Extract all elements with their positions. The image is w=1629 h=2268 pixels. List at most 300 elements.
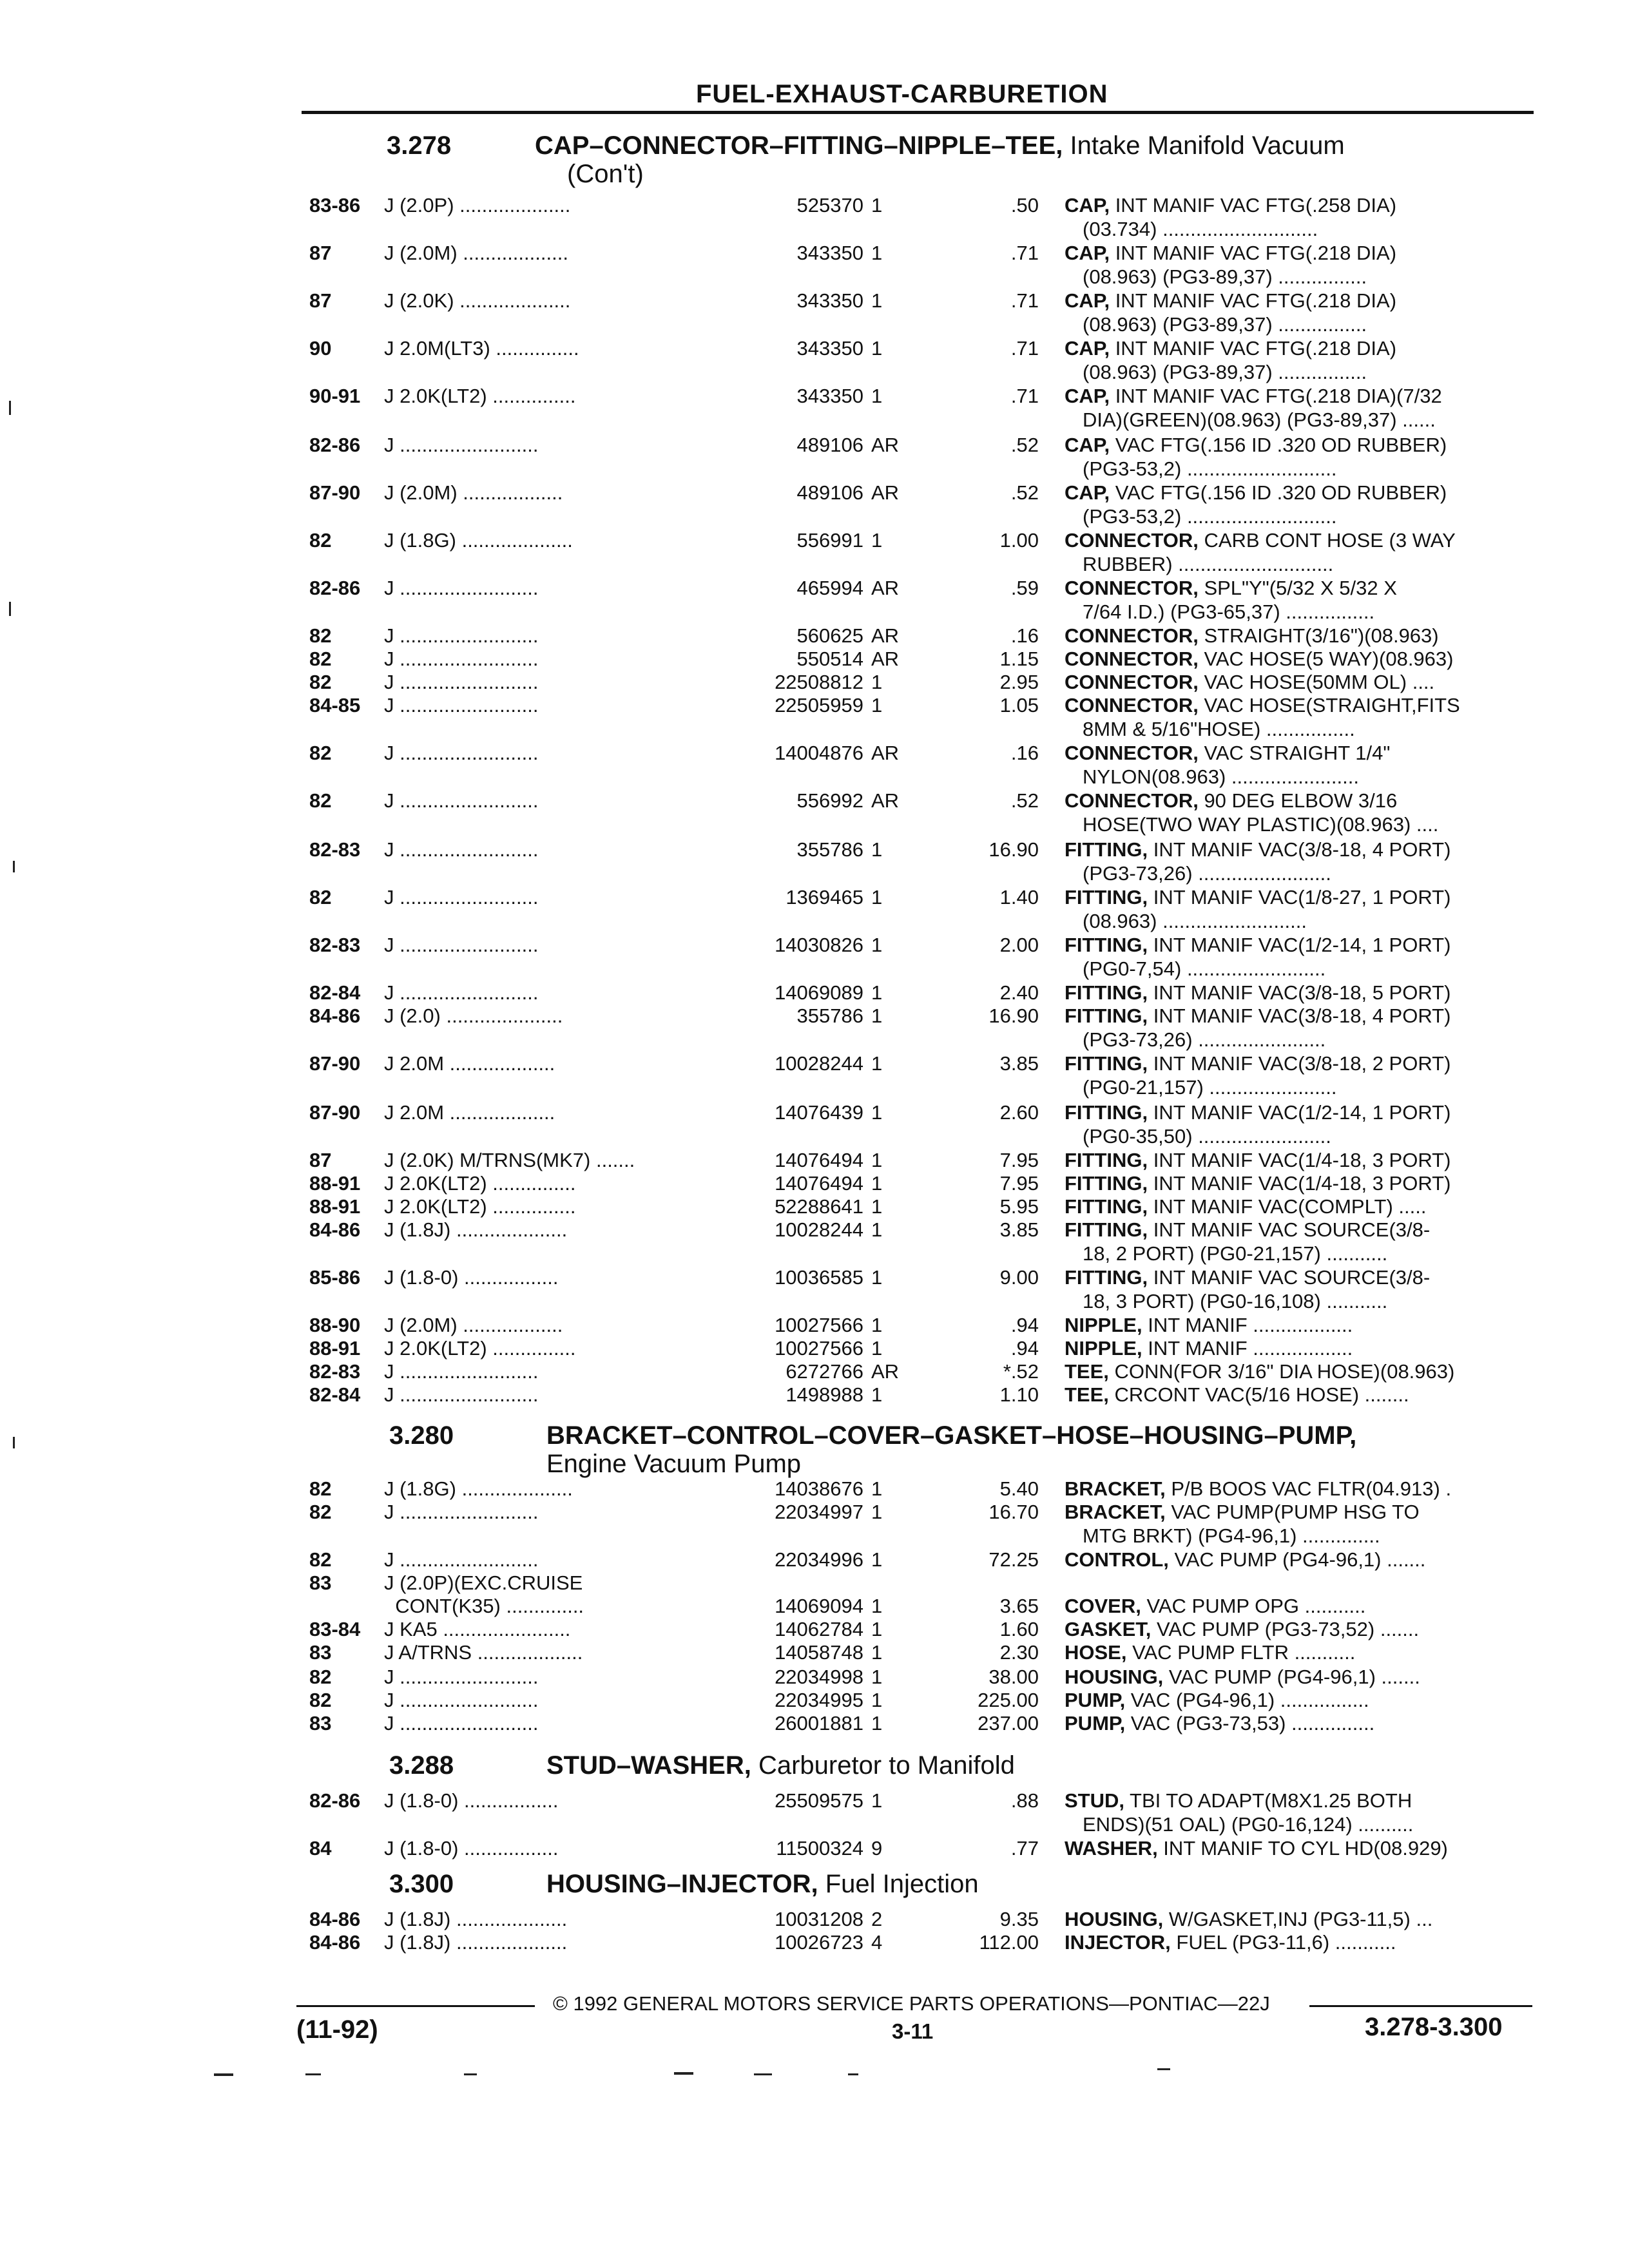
- part-name: BRACKET,: [1065, 1477, 1166, 1500]
- description-text: INT MANIF VAC(COMPLT) .....: [1148, 1195, 1427, 1218]
- description-text: INT MANIF VAC FTG(.218 DIA): [1110, 289, 1397, 312]
- description-text: VAC PUMP FLTR ...........: [1126, 1641, 1356, 1664]
- part-name: CAP,: [1065, 434, 1110, 456]
- scan-mark: [674, 2072, 693, 2075]
- part-number: 25509575: [775, 1789, 863, 1812]
- quantity: 1: [871, 1052, 883, 1075]
- part-name: NIPPLE,: [1065, 1337, 1142, 1360]
- part-number: 14076494: [775, 1172, 863, 1195]
- parts-row: [0, 1930, 1629, 1978]
- section-continued: (Con't): [567, 160, 644, 188]
- model-year: 82: [309, 1548, 332, 1571]
- model-year: 88-91: [309, 1337, 361, 1360]
- part-number: 14076494: [775, 1149, 863, 1171]
- quantity: 1: [871, 1712, 883, 1735]
- part-name: CONNECTOR,: [1065, 789, 1199, 812]
- model-code: J (2.0P)(EXC.CRUISE: [384, 1571, 583, 1594]
- quantity: AR: [871, 789, 900, 812]
- model-year: 82-86: [309, 577, 361, 599]
- part-name: TEE,: [1065, 1383, 1109, 1406]
- price: 2.60: [999, 1101, 1039, 1124]
- description: [1065, 481, 1535, 505]
- parts-row: [0, 1052, 1629, 1099]
- quantity: 1: [871, 1548, 883, 1571]
- section-title-main: BRACKET–CONTROL–COVER–GASKET–HOSE–HOUSING–PUMP,: [546, 1421, 1357, 1450]
- model-year: 87: [309, 1149, 332, 1171]
- header-rule: [302, 111, 1534, 114]
- price: .71: [1010, 289, 1039, 312]
- price: 1.60: [999, 1618, 1039, 1640]
- part-number: 556992: [796, 789, 863, 812]
- footer-rule-left: [296, 2005, 535, 2007]
- part-number: 550514: [796, 648, 863, 670]
- model-year: 84-86: [309, 1908, 361, 1930]
- price: 2.30: [999, 1641, 1039, 1664]
- model-year: 84-86: [309, 1004, 361, 1027]
- description-continuation: (08.963) ..........................: [1083, 910, 1307, 932]
- quantity: AR: [871, 481, 900, 504]
- description: [1065, 693, 1535, 717]
- parts-row: [0, 1265, 1629, 1313]
- part-number: 1369465: [786, 886, 863, 908]
- description-text: INT MANIF VAC(3/8-18, 4 PORT): [1148, 838, 1451, 861]
- part-name: CONNECTOR,: [1065, 648, 1199, 670]
- parts-row: [0, 838, 1629, 885]
- description-continuation: (PG3-53,2) ...........................: [1083, 505, 1337, 528]
- parts-row: [0, 1711, 1629, 1759]
- model-code: J (2.0M) ..................: [384, 481, 563, 504]
- part-name: CONNECTOR,: [1065, 577, 1199, 599]
- model-code: J 2.0K(LT2) ...............: [384, 1337, 576, 1360]
- model-year: 87-90: [309, 1052, 361, 1075]
- price: *.52: [1003, 1360, 1039, 1383]
- model-code: J (2.0M) ...................: [384, 242, 568, 264]
- model-code: J 2.0M(LT3) ...............: [384, 337, 579, 360]
- price: 7.95: [999, 1172, 1039, 1195]
- model-code: J .........................: [384, 434, 539, 456]
- model-year: 90: [309, 337, 332, 360]
- description-text: VAC HOSE(STRAIGHT,FITS: [1198, 694, 1460, 716]
- description: [1065, 1313, 1535, 1337]
- price: 2.95: [999, 671, 1039, 693]
- description-text: CRCONT VAC(5/16 HOSE) ........: [1108, 1383, 1409, 1406]
- price: 1.40: [999, 886, 1039, 908]
- model-year: 82-84: [309, 1383, 361, 1406]
- description-continuation: (PG0-7,54) .........................: [1083, 957, 1326, 980]
- model-year: 84-86: [309, 1931, 361, 1954]
- part-name: CAP,: [1065, 289, 1110, 312]
- price: .16: [1010, 624, 1039, 647]
- quantity: 1: [871, 1195, 883, 1218]
- model-code: CONT(K35) ..............: [384, 1595, 584, 1617]
- description: [1065, 1195, 1535, 1218]
- part-number: 22508812: [775, 671, 863, 693]
- part-number: 10028244: [775, 1052, 863, 1075]
- price: .50: [1010, 194, 1039, 216]
- price: 225.00: [978, 1689, 1039, 1711]
- price: 1.05: [999, 694, 1039, 716]
- description: [1065, 1617, 1535, 1641]
- model-code: J .........................: [384, 981, 539, 1004]
- model-code: J .........................: [384, 577, 539, 599]
- description-continuation: 7/64 I.D.) (PG3-65,37) ................: [1083, 601, 1375, 623]
- description: [1065, 741, 1535, 765]
- description-continuation: MTG BRKT) (PG4-96,1) ..............: [1083, 1524, 1380, 1547]
- part-number: 10027566: [775, 1314, 863, 1336]
- scan-mark: [754, 2073, 772, 2075]
- model-code: J .........................: [384, 648, 539, 670]
- model-year: 87: [309, 289, 332, 312]
- quantity: 1: [871, 1101, 883, 1124]
- model-year: 88-91: [309, 1195, 361, 1218]
- description-text: FUEL (PG3-11,6) ...........: [1170, 1931, 1396, 1954]
- description-continuation: (PG3-73,26) .......................: [1083, 1028, 1326, 1051]
- quantity: 1: [871, 1689, 883, 1711]
- part-number: 1498988: [786, 1383, 863, 1406]
- model-code: J .........................: [384, 694, 539, 716]
- section-title-main: CAP–CONNECTOR–FITTING–NIPPLE–TEE,: [535, 131, 1063, 160]
- model-year: 83: [309, 1641, 332, 1664]
- model-code: J 2.0M ...................: [384, 1101, 555, 1124]
- part-name: HOUSING,: [1065, 1666, 1164, 1688]
- part-number: 10031208: [775, 1908, 863, 1930]
- description: [1065, 289, 1535, 312]
- part-name: WASHER,: [1065, 1837, 1158, 1860]
- description: [1065, 384, 1535, 408]
- parts-row: [0, 1383, 1629, 1430]
- quantity: 1: [871, 671, 883, 693]
- model-code: J .........................: [384, 671, 539, 693]
- parts-row: [0, 741, 1629, 789]
- part-name: FITTING,: [1065, 934, 1148, 956]
- model-code: J .........................: [384, 886, 539, 908]
- price: 38.00: [988, 1666, 1039, 1688]
- description-continuation: HOSE(TWO WAY PLASTIC)(08.963) ....: [1083, 813, 1439, 836]
- part-number: 14062784: [775, 1618, 863, 1640]
- description: [1065, 1688, 1535, 1712]
- description-text: INT MANIF VAC(1/4-18, 3 PORT): [1148, 1172, 1451, 1195]
- model-year: 82: [309, 648, 332, 670]
- description: [1065, 670, 1535, 694]
- model-code: J (1.8G) ....................: [384, 529, 573, 552]
- description: [1065, 1500, 1535, 1524]
- quantity: 1: [871, 385, 883, 407]
- part-number: 22034996: [775, 1548, 863, 1571]
- part-name: FITTING,: [1065, 1004, 1148, 1027]
- description: [1065, 433, 1535, 457]
- quantity: 1: [871, 1666, 883, 1688]
- description: [1065, 1383, 1535, 1407]
- model-year: 82-83: [309, 1360, 361, 1383]
- section-subtitle: Intake Manifold Vacuum: [1070, 131, 1345, 160]
- description: [1065, 1171, 1535, 1195]
- model-year: 82-83: [309, 838, 361, 861]
- scan-mark: [464, 2073, 477, 2075]
- model-year: 83: [309, 1712, 332, 1735]
- part-number: 22505959: [775, 694, 863, 716]
- description-text: VAC PUMP (PG4-96,1) .......: [1163, 1666, 1420, 1688]
- price: .52: [1010, 481, 1039, 504]
- part-number: 489106: [796, 481, 863, 504]
- quantity: 1: [871, 1618, 883, 1640]
- part-number: 525370: [796, 194, 863, 216]
- description: [1065, 1218, 1535, 1242]
- description-text: INT MANIF TO CYL HD(08.929): [1157, 1837, 1448, 1860]
- model-code: J (2.0P) ....................: [384, 194, 571, 216]
- description-text: INT MANIF VAC(1/2-14, 1 PORT): [1148, 1101, 1451, 1124]
- description-continuation: (PG3-73,26) ........................: [1083, 862, 1331, 885]
- quantity: 1: [871, 1383, 883, 1406]
- model-code: J (1.8J) ....................: [384, 1908, 568, 1930]
- part-number: 52288641: [775, 1195, 863, 1218]
- part-name: TEE,: [1065, 1360, 1109, 1383]
- quantity: 1: [871, 1477, 883, 1500]
- model-year: 87: [309, 242, 332, 264]
- description-text: VAC FTG(.156 ID .320 OD RUBBER): [1110, 481, 1447, 504]
- part-number: 355786: [796, 838, 863, 861]
- description: [1065, 789, 1535, 812]
- quantity: 1: [871, 1218, 883, 1241]
- part-name: PUMP,: [1065, 1689, 1126, 1711]
- part-name: HOUSING,: [1065, 1908, 1164, 1930]
- price: 3.85: [999, 1218, 1039, 1241]
- description-text: VAC PUMP (PG3-73,52) .......: [1151, 1618, 1420, 1640]
- price: .94: [1010, 1314, 1039, 1336]
- quantity: 1: [871, 1266, 883, 1289]
- model-year: 87-90: [309, 1101, 361, 1124]
- price: 2.00: [999, 934, 1039, 956]
- parts-row: [0, 528, 1629, 576]
- part-number: 556991: [796, 529, 863, 552]
- price: 1.10: [999, 1383, 1039, 1406]
- description-continuation: (08.963) (PG3-89,37) ................: [1083, 313, 1367, 336]
- description: [1065, 193, 1535, 217]
- part-number: 343350: [796, 242, 863, 264]
- description-text: CARB CONT HOSE (3 WAY: [1198, 529, 1456, 552]
- part-number: 14038676: [775, 1477, 863, 1500]
- model-year: 82: [309, 624, 332, 647]
- quantity: 1: [871, 194, 883, 216]
- part-number: 560625: [796, 624, 863, 647]
- quantity: AR: [871, 742, 900, 764]
- description-text: VAC HOSE(50MM OL) ....: [1198, 671, 1435, 693]
- description: [1065, 981, 1535, 1004]
- part-name: CAP,: [1065, 242, 1110, 264]
- price: 7.95: [999, 1149, 1039, 1171]
- model-code: J (1.8-0) .................: [384, 1789, 559, 1812]
- model-year: 82-84: [309, 981, 361, 1004]
- model-year: 82: [309, 742, 332, 764]
- section-title-main: STUD–WASHER,: [546, 1751, 751, 1780]
- quantity: 1: [871, 838, 883, 861]
- part-name: FITTING,: [1065, 1266, 1148, 1289]
- price: .16: [1010, 742, 1039, 764]
- section-subtitle: Fuel Injection: [825, 1870, 979, 1898]
- price: 2.40: [999, 981, 1039, 1004]
- description-text: VAC (PG4-96,1) ................: [1125, 1689, 1369, 1711]
- model-code: J 2.0K(LT2) ...............: [384, 385, 576, 407]
- model-code: J 2.0M ...................: [384, 1052, 555, 1075]
- quantity: 1: [871, 1789, 883, 1812]
- model-code: J .........................: [384, 1712, 539, 1735]
- description: [1065, 1360, 1535, 1383]
- parts-row: [0, 1836, 1629, 1884]
- parts-row: [0, 433, 1629, 481]
- quantity: AR: [871, 1360, 900, 1383]
- description: [1065, 1930, 1535, 1954]
- parts-row: [0, 1218, 1629, 1265]
- description-text: TBI TO ADAPT(M8X1.25 BOTH: [1124, 1789, 1412, 1812]
- model-code: J .........................: [384, 742, 539, 764]
- model-code: J .........................: [384, 1666, 539, 1688]
- part-number: 10028244: [775, 1218, 863, 1241]
- description-continuation: (03.734) ............................: [1083, 218, 1318, 240]
- price: 5.40: [999, 1477, 1039, 1500]
- price: 5.95: [999, 1195, 1039, 1218]
- quantity: 1: [871, 289, 883, 312]
- part-name: CONNECTOR,: [1065, 624, 1199, 647]
- model-code: J A/TRNS ...................: [384, 1641, 583, 1664]
- model-year: 88-90: [309, 1314, 361, 1336]
- description: [1065, 624, 1535, 648]
- model-code: J (2.0K) M/TRNS(MK7) .......: [384, 1149, 635, 1171]
- section-number: 3.300: [389, 1870, 454, 1898]
- part-name: NIPPLE,: [1065, 1314, 1142, 1336]
- footer-copyright: © 1992 GENERAL MOTORS SERVICE PARTS OPERATIONS—PONTIAC—22J: [553, 1992, 1270, 2015]
- model-code: J 2.0K(LT2) ...............: [384, 1172, 576, 1195]
- description: [1065, 1907, 1535, 1931]
- quantity: 1: [871, 981, 883, 1004]
- description-continuation: NYLON(08.963) .......................: [1083, 765, 1359, 788]
- model-code: J .........................: [384, 624, 539, 647]
- description: [1065, 1100, 1535, 1124]
- model-year: 82: [309, 886, 332, 908]
- price: 3.65: [999, 1595, 1039, 1617]
- part-number: 343350: [796, 337, 863, 360]
- model-year: 82: [309, 789, 332, 812]
- price: 16.90: [988, 838, 1039, 861]
- model-year: 82-83: [309, 934, 361, 956]
- model-code: J (1.8-0) .................: [384, 1837, 559, 1860]
- description-continuation: (08.963) (PG3-89,37) ................: [1083, 265, 1367, 288]
- description: [1065, 576, 1535, 600]
- description-text: INT MANIF VAC FTG(.218 DIA)(7/32: [1110, 385, 1442, 407]
- footer-date: (11-92): [296, 2015, 378, 2044]
- price: 72.25: [988, 1548, 1039, 1571]
- part-name: CAP,: [1065, 385, 1110, 407]
- price: 16.90: [988, 1004, 1039, 1027]
- scan-mark: [214, 2073, 233, 2076]
- model-year: 88-91: [309, 1172, 361, 1195]
- part-number: 14004876: [775, 742, 863, 764]
- part-name: FITTING,: [1065, 981, 1148, 1004]
- part-number: 10036585: [775, 1266, 863, 1289]
- scan-mark: [305, 2073, 321, 2075]
- description: [1065, 647, 1535, 671]
- parts-row: [0, 576, 1629, 624]
- scan-mark: [13, 1437, 15, 1448]
- description-continuation: (08.963) (PG3-89,37) ................: [1083, 361, 1367, 383]
- model-year: 82-86: [309, 1789, 361, 1812]
- description-continuation: 8MM & 5/16"HOSE) ................: [1083, 718, 1355, 740]
- part-name: CAP,: [1065, 481, 1110, 504]
- description-text: INT MANIF ..................: [1142, 1314, 1353, 1336]
- quantity: 1: [871, 1149, 883, 1171]
- part-name: FITTING,: [1065, 886, 1148, 908]
- description: [1065, 241, 1535, 265]
- quantity: 1: [871, 1501, 883, 1523]
- description-continuation: RUBBER) ............................: [1083, 553, 1334, 575]
- price: .71: [1010, 385, 1039, 407]
- model-code: J .........................: [384, 1501, 539, 1523]
- parts-row: [0, 1004, 1629, 1052]
- part-name: GASKET,: [1065, 1618, 1152, 1640]
- quantity: 2: [871, 1908, 883, 1930]
- description-continuation: 18, 3 PORT) (PG0-16,108) ...........: [1083, 1290, 1388, 1312]
- price: 9.35: [999, 1908, 1039, 1930]
- price: 237.00: [978, 1712, 1039, 1735]
- description: [1065, 933, 1535, 957]
- parts-row: [0, 789, 1629, 836]
- description-text: INT MANIF ..................: [1142, 1337, 1353, 1360]
- model-year: 87-90: [309, 481, 361, 504]
- parts-row: [0, 241, 1629, 289]
- description-text: VAC PUMP(PUMP HSG TO: [1165, 1501, 1420, 1523]
- part-name: STUD,: [1065, 1789, 1124, 1812]
- section-subtitle: Carburetor to Manifold: [758, 1751, 1015, 1780]
- model-code: J (2.0K) ....................: [384, 289, 571, 312]
- part-name: BRACKET,: [1065, 1501, 1166, 1523]
- part-number: 6272766: [786, 1360, 863, 1383]
- scan-mark: [13, 861, 15, 872]
- model-year: 82: [309, 1689, 332, 1711]
- part-number: 11500324: [776, 1837, 863, 1860]
- footer-rule-right: [1309, 2005, 1532, 2007]
- part-name: COVER,: [1065, 1595, 1141, 1617]
- description-text: VAC STRAIGHT 1/4": [1198, 742, 1391, 764]
- parts-row: [0, 481, 1629, 528]
- description: [1065, 885, 1535, 909]
- model-code: J (2.0M) ..................: [384, 1314, 563, 1336]
- description: [1065, 1477, 1535, 1501]
- parts-row: [0, 384, 1629, 432]
- part-name: HOSE,: [1065, 1641, 1127, 1664]
- scan-mark: [9, 602, 11, 616]
- part-number: 22034997: [775, 1501, 863, 1523]
- price: .59: [1010, 577, 1039, 599]
- description-continuation: (PG0-35,50) ........................: [1083, 1125, 1331, 1148]
- description: [1065, 528, 1535, 552]
- model-code: J .........................: [384, 789, 539, 812]
- quantity: 9: [871, 1837, 883, 1860]
- description-text: STRAIGHT(3/16")(08.963): [1198, 624, 1439, 647]
- description-text: VAC PUMP OPG ...........: [1141, 1595, 1366, 1617]
- part-number: 465994: [796, 577, 863, 599]
- quantity: 1: [871, 1337, 883, 1360]
- quantity: 1: [871, 1004, 883, 1027]
- price: .52: [1010, 789, 1039, 812]
- part-number: 26001881: [775, 1712, 863, 1735]
- parts-row: [0, 933, 1629, 981]
- parts-row: [0, 693, 1629, 741]
- part-number: 14058748: [775, 1641, 863, 1664]
- model-year: 82: [309, 671, 332, 693]
- model-code: J .........................: [384, 1383, 539, 1406]
- parts-row: [0, 1500, 1629, 1548]
- model-year: 82: [309, 529, 332, 552]
- footer-page-number: 3-11: [892, 2019, 934, 2043]
- description-text: INT MANIF VAC FTG(.258 DIA): [1110, 194, 1397, 216]
